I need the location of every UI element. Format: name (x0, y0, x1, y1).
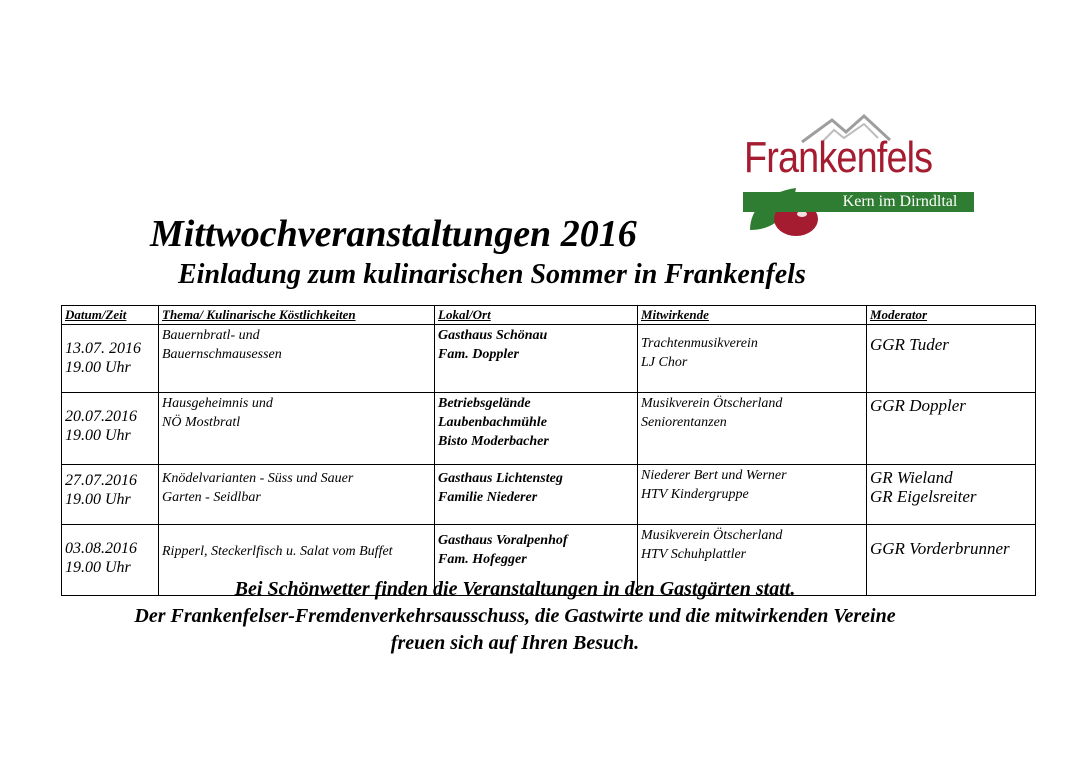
location-line: Bisto Moderbacher (438, 434, 549, 449)
logo-tagline: Kern im Dirndltal (842, 193, 958, 210)
theme-line: Ripperl, Steckerlfisch u. Salat vom Buffet (162, 544, 393, 559)
performer-line: HTV Kindergruppe (641, 487, 749, 502)
footer-line-1: Bei Schönwetter finden die Veranstaltungen in den Gastgärten statt. (234, 578, 796, 600)
performer-line: Musikverein Ötscherland (641, 528, 783, 543)
event-date: 13.07. 2016 (65, 340, 141, 357)
table-header-row (62, 306, 1036, 325)
table-row (62, 465, 1036, 525)
theme-line: Garten - Seidlbar (162, 490, 261, 505)
performer-line: Trachtenmusikverein (641, 336, 758, 351)
location-line: Gasthaus Voralpenhof (438, 533, 568, 548)
theme-line: Bauernschmausessen (162, 347, 282, 362)
location-line: Familie Niederer (438, 490, 538, 505)
event-time: 19.00 Uhr (65, 491, 131, 508)
performers-cell (638, 393, 867, 465)
location-line: Fam. Doppler (438, 347, 519, 362)
location-line: Fam. Hofegger (438, 552, 527, 567)
page-title: Mittwochveranstaltungen 2016 (150, 213, 637, 255)
logo-wordmark: Frankenfels (744, 133, 933, 182)
page-subtitle: Einladung zum kulinarischen Sommer in Frankenfels (178, 259, 806, 290)
moderator-cell (867, 325, 1036, 393)
footer-line-2: Der Frankenfelser-Fremdenverkehrsausschuss, die Gastwirte und die mitwirkenden Vereine (134, 605, 896, 627)
location-line: Laubenbachmühle (438, 415, 547, 430)
performer-line: LJ Chor (641, 355, 688, 370)
header-moderator: Moderator (867, 306, 1036, 325)
moderator-cell (867, 393, 1036, 465)
theme-cell (159, 325, 435, 393)
header-date: Datum/Zeit (62, 306, 159, 325)
footer-note (0, 576, 1030, 657)
location-cell (435, 465, 638, 525)
performers-cell (638, 325, 867, 393)
theme-cell (159, 465, 435, 525)
moderator-line: GR Eigelsreiter (870, 487, 977, 506)
event-time: 19.00 Uhr (65, 359, 131, 376)
theme-cell (159, 393, 435, 465)
table-row (62, 325, 1036, 393)
date-cell (62, 393, 159, 465)
performer-line: Seniorentanzen (641, 415, 727, 430)
event-time: 19.00 Uhr (65, 559, 131, 576)
header-theme: Thema/ Kulinarische Köstlichkeiten (159, 306, 435, 325)
performer-line: HTV Schuhplattler (641, 547, 747, 562)
location-line: Betriebsgelände (438, 396, 531, 411)
performers-cell (638, 465, 867, 525)
location-line: Gasthaus Schönau (438, 328, 548, 343)
header-location: Lokal/Ort (435, 306, 638, 325)
moderator-line: GR Wieland (870, 468, 953, 487)
date-cell (62, 325, 159, 393)
moderator-cell (867, 465, 1036, 525)
performer-line: Musikverein Ötscherland (641, 396, 783, 411)
performer-line: Niederer Bert und Werner (641, 468, 787, 483)
moderator-line: GGR Vorderbrunner (870, 539, 1010, 558)
footer-line-3: freuen sich auf Ihren Besuch. (390, 632, 640, 654)
theme-line: Knödelvarianten - Süss und Sauer (162, 471, 354, 486)
theme-line: Bauernbratl- und (162, 328, 260, 343)
location-line: Gasthaus Lichtensteg (438, 471, 563, 486)
events-table (61, 305, 1036, 596)
table-row (62, 393, 1036, 465)
moderator-line: GGR Doppler (870, 396, 966, 415)
location-cell (435, 325, 638, 393)
theme-line: NÖ Mostbratl (162, 415, 241, 430)
theme-line: Hausgeheimnis und (162, 396, 273, 411)
event-date: 20.07.2016 (65, 408, 137, 425)
header-performers: Mitwirkende (638, 306, 867, 325)
date-cell (62, 465, 159, 525)
event-date: 03.08.2016 (65, 540, 137, 557)
moderator-line: GGR Tuder (870, 335, 949, 354)
frankenfels-logo (740, 112, 980, 240)
location-cell (435, 393, 638, 465)
event-time: 19.00 Uhr (65, 427, 131, 444)
event-date: 27.07.2016 (65, 472, 137, 489)
